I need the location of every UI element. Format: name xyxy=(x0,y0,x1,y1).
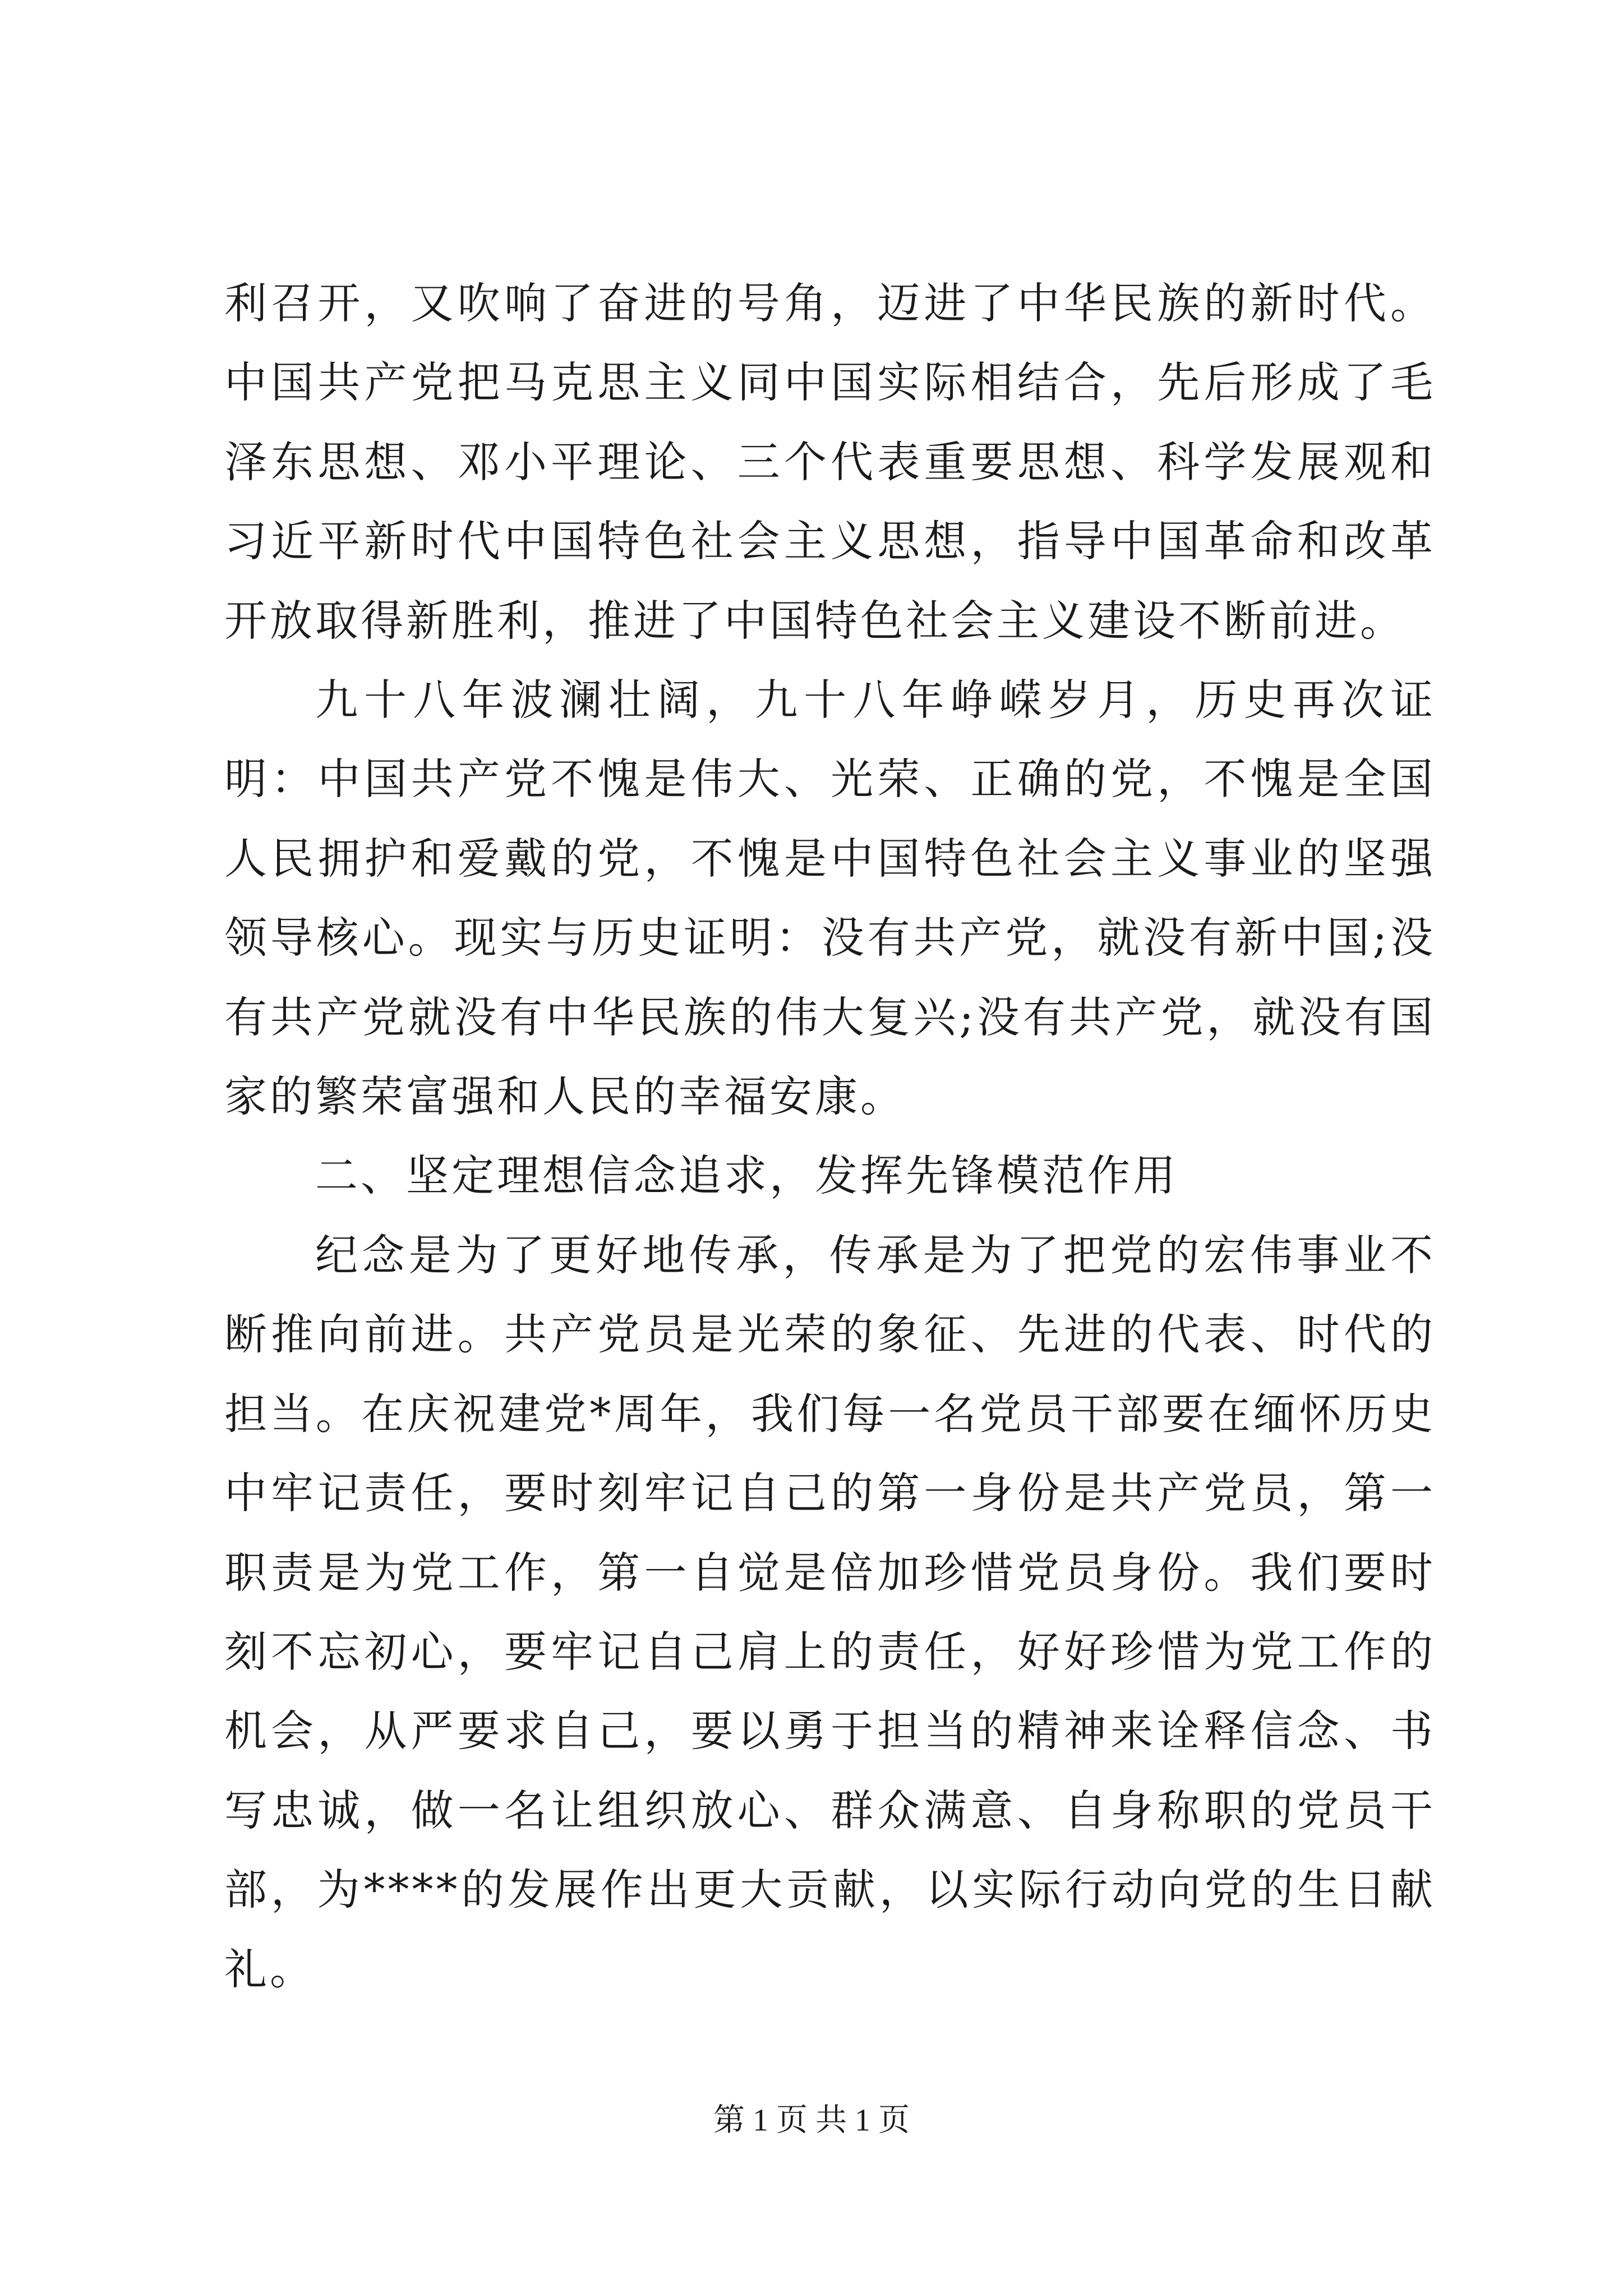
paragraph-history-proof: 九十八年波澜壮阔，九十八年峥嵘岁月，历史再次证明：中国共产党不愧是伟大、光荣、正确的党，不愧是全国人民拥护和爱戴的党，不愧是中国特色社会主义事业的坚强领导核心。现实与历史证明：没有共产党，就没有新中国;没有共产党就没有中华民族的伟大复兴;没有共产党，就没有国家的繁荣富强和人民的幸福安康。 xyxy=(224,675,1436,1122)
document-body xyxy=(224,264,1436,2009)
section-heading: 二、坚定理想信念追求，发挥先锋模范作用 xyxy=(315,1151,1178,1201)
paragraph-continuation: 利召开，又吹响了奋进的号角，迈进了中华民族的新时代。中国共产党把马克思主义同中国实际相结合，先后形成了毛泽东思想、邓小平理论、三个代表重要思想、科学发展观和习近平新时代中国特色社会主义思想，指导中国革命和改革开放取得新胜利，推进了中国特色社会主义建设不断前进。 xyxy=(224,278,1436,646)
paragraph-commemoration: 纪念是为了更好地传承，传承是为了把党的宏伟事业不断推向前进。共产党员是光荣的象征、先进的代表、时代的担当。在庆祝建党*周年，我们每一名党员干部要在缅怀历史中牢记责任，要时刻牢记自己的第一身份是共产党员，第一职责是为党工作，第一自觉是倍加珍惜党员身份。我们要时刻不忘初心，要牢记自己肩上的责任，好好珍惜为党工作的机会，从严要求自己，要以勇于担当的精神来诠释信念、书写忠诚，做一名让组织放心、群众满意、自身称职的党员干部，为****的发展作出更大贡献，以实际行动向党的生日献礼。 xyxy=(224,1230,1436,1994)
page-footer: 第 1 页 共 1 页 xyxy=(713,2103,910,2138)
